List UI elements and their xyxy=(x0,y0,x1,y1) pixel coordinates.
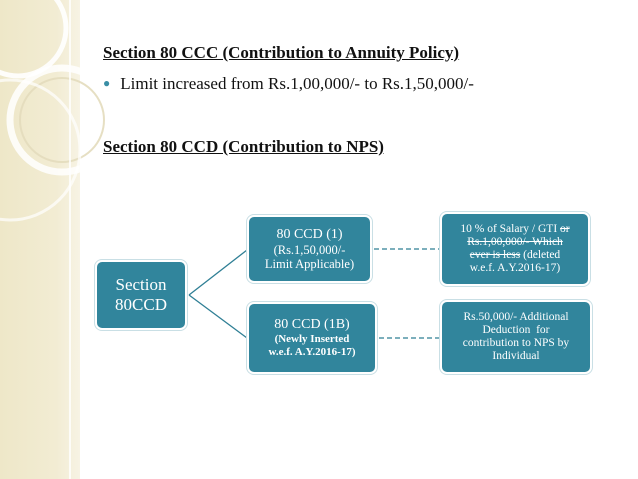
node-root-line2: 80CCD xyxy=(115,295,167,314)
heading-section-80ccd: Section 80 CCD (Contribution to NPS) xyxy=(103,137,384,156)
leaf2-line3: contribution to NPS by xyxy=(462,337,570,349)
node-ccd1-title: 80 CCD (1) xyxy=(276,226,343,242)
node-ccd1-sub2: Limit Applicable) xyxy=(264,257,355,272)
node-ccd1b-deduction-detail xyxy=(440,300,592,374)
node-ccd1-sub1: (Rs.1,50,000/- xyxy=(273,242,346,257)
node-ccd1-limit-detail xyxy=(440,212,590,286)
leaf1-line1 xyxy=(460,223,569,236)
leaf1-line3-strike: ever is less xyxy=(469,249,521,261)
leaf1-or-strike: or xyxy=(560,222,570,235)
node-section-80ccd xyxy=(95,260,187,330)
node-80ccd-1b xyxy=(247,302,377,374)
node-ccd1b-sub1: (Newly Inserted xyxy=(274,333,350,346)
leaf1-line4: w.e.f. A.Y.2016-17) xyxy=(469,262,561,275)
node-root-line1: Section xyxy=(115,275,167,295)
leaf1-line3 xyxy=(470,249,560,262)
leaf1-line2-strike: Rs.1,00,000/- Which xyxy=(467,235,563,248)
leaf1-line1-text: 10 % of Salary / GTI xyxy=(460,222,558,235)
connector-root-ccd1 xyxy=(189,250,247,295)
bullet-text: Limit increased from Rs.1,00,000/- to Rs.1,50,000/- xyxy=(120,74,474,93)
leaf2-line4: Individual xyxy=(492,350,540,363)
node-ccd1b-title: 80 CCD (1B) xyxy=(274,317,350,333)
heading-section-80ccc: Section 80 CCC (Contribution to Annuity Policy) xyxy=(103,43,460,62)
leaf2-line1: Rs.50,000/- Additional xyxy=(463,310,569,323)
connector-root-ccd1b xyxy=(189,295,247,338)
node-ccd1b-sub2: w.e.f. A.Y.2016-17) xyxy=(268,346,356,359)
leaf1-line3-rest: (deleted xyxy=(520,249,561,261)
bullet-icon: ● xyxy=(103,76,111,90)
leaf2-line2: Deduction for xyxy=(482,323,550,336)
node-80ccd-1 xyxy=(247,215,372,283)
